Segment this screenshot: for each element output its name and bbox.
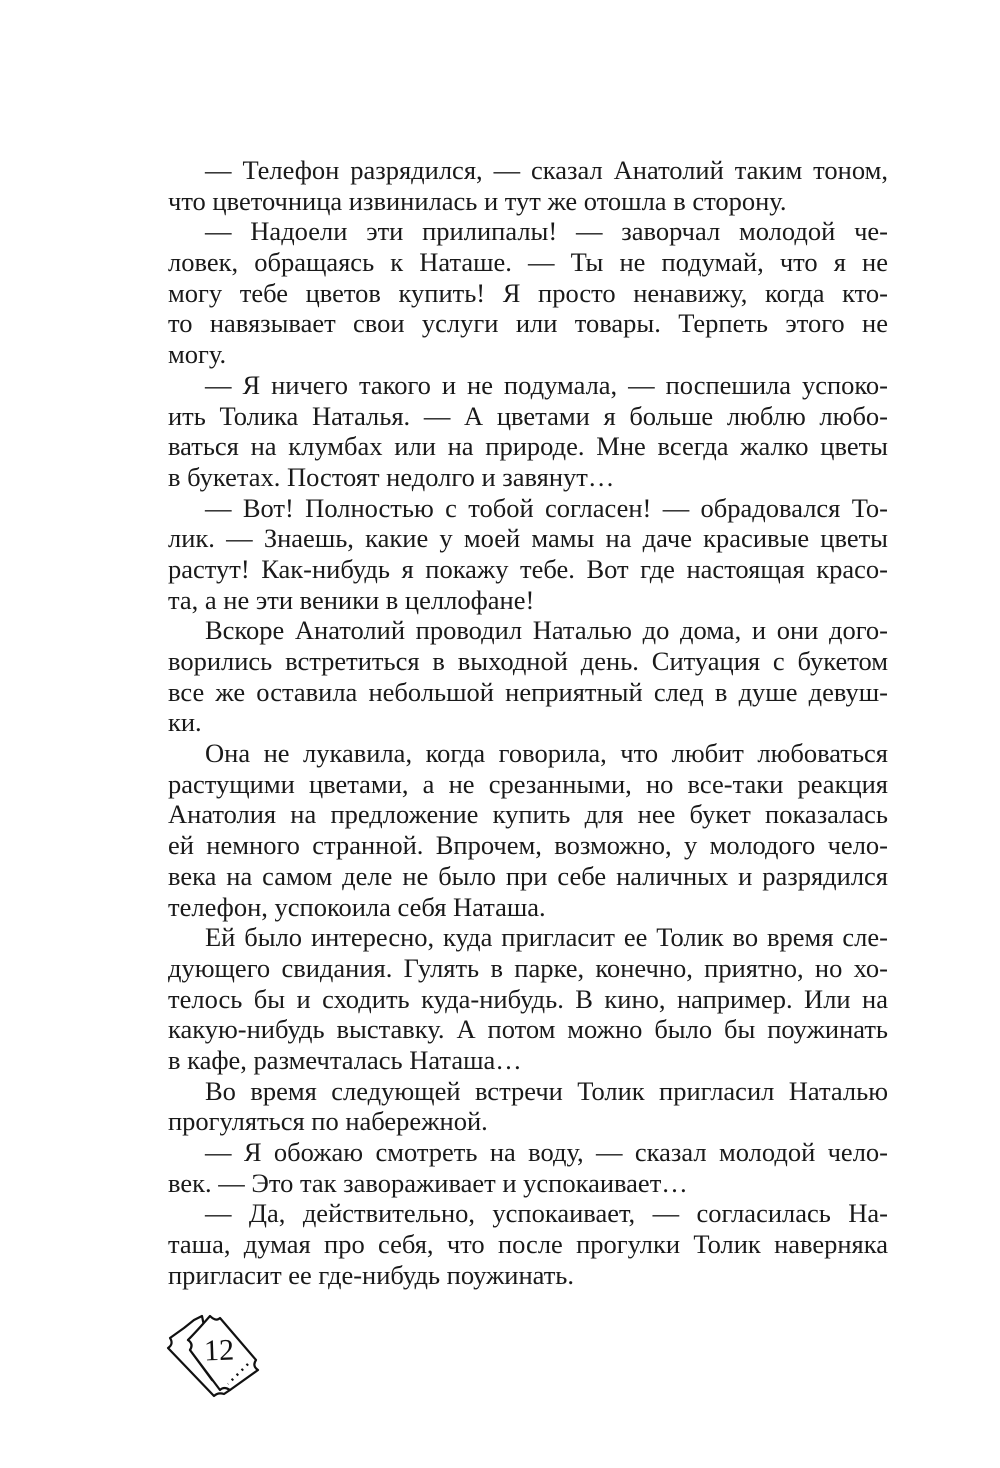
text-line: ей немного странной. Впрочем, возможно, у молодого чело- — [168, 830, 888, 861]
text-line: телефон, успокоила себя Наташа. — [168, 891, 546, 922]
text-line: пригласит ее где-нибудь поужинать. — [168, 1259, 575, 1290]
text-line: дующего свидания. Гулять в парке, конечно, приятно, но хо- — [168, 952, 888, 983]
text-line: — Вот! Полностью с тобой согласен! — обрадовался То- — [205, 492, 888, 523]
text-line: ваться на клумбах или на природе. Мне всегда жалко цветы — [168, 431, 888, 462]
text-line: Анатолия на предложение купить для нее букет показалась — [168, 799, 888, 830]
text-line: могу. — [168, 339, 227, 370]
text-line: Вскоре Анатолий проводил Наталью до дома, и они дого- — [205, 615, 888, 646]
text-line: лик. — Знаешь, какие у моей мамы на даче красивые цветы — [168, 523, 888, 554]
text-line: могу тебе цветов купить! Я просто ненавижу, когда кто- — [168, 277, 888, 308]
text-line: Во время следующей встречи Толик пригласил Наталью — [205, 1075, 888, 1106]
text-line: телось бы и сходить куда-нибудь. В кино, например. Или на — [168, 983, 888, 1014]
text-line: ловек, обращаясь к Наташе. — Ты не подумай, что я не — [168, 247, 888, 278]
text-line: то навязывает свои услуги или товары. Терпеть этого не — [168, 308, 888, 339]
text-line: растут! Как-нибудь я покажу тебе. Вот где настоящая красо- — [168, 553, 888, 584]
text-line: — Да, действительно, успокаивает, — согласилась На- — [205, 1198, 888, 1229]
text-line: растущими цветами, а не срезанными, но все-таки реакция — [168, 768, 888, 799]
text-line: века на самом деле не было при себе наличных и разрядился — [168, 860, 888, 891]
text-line: таша, думая про себя, что после прогулки Толик наверняка — [168, 1229, 888, 1260]
text-line: прогуляться по набережной. — [168, 1106, 488, 1137]
text-line: все же оставила небольшой неприятный след в душе девуш- — [168, 676, 888, 707]
text-line: Она не лукавила, когда говорила, что любит любоваться — [205, 738, 888, 769]
text-line: — Я ничего такого и не подумала, — поспешила успоко- — [205, 369, 888, 400]
page-number: 12 — [203, 1333, 235, 1368]
text-line: Ей было интересно, куда пригласит ее Толик во время сле- — [205, 922, 888, 953]
text-line: век. — Это так завораживает и успокаивает… — [168, 1167, 688, 1198]
page-number-ornament — [160, 1310, 260, 1400]
text-line: — Я обожаю смотреть на воду, — сказал молодой чело- — [205, 1137, 888, 1167]
text-line: ворились встретиться в выходной день. Ситуация с букетом — [168, 646, 888, 676]
text-line: ить Толика Наталья. — А цветами я больше люблю любо- — [168, 400, 888, 431]
text-line: ки. — [168, 707, 202, 738]
body-text — [168, 155, 888, 1290]
text-line: что цветочница извинилась и тут же отошла в сторону. — [168, 185, 787, 216]
text-line: в букетах. Постоят недолго и завянут… — [168, 461, 615, 492]
text-line: — Телефон разрядился, — сказал Анатолий таким тоном, — [205, 155, 888, 185]
text-line: — Надоели эти прилипалы! — заворчал молодой че- — [205, 216, 888, 247]
text-line: в кафе, размечталась Наташа… — [168, 1044, 522, 1075]
text-line: какую-нибудь выставку. А потом можно было бы поужинать — [168, 1014, 888, 1045]
text-line: та, а не эти веники в целлофане! — [168, 584, 535, 615]
